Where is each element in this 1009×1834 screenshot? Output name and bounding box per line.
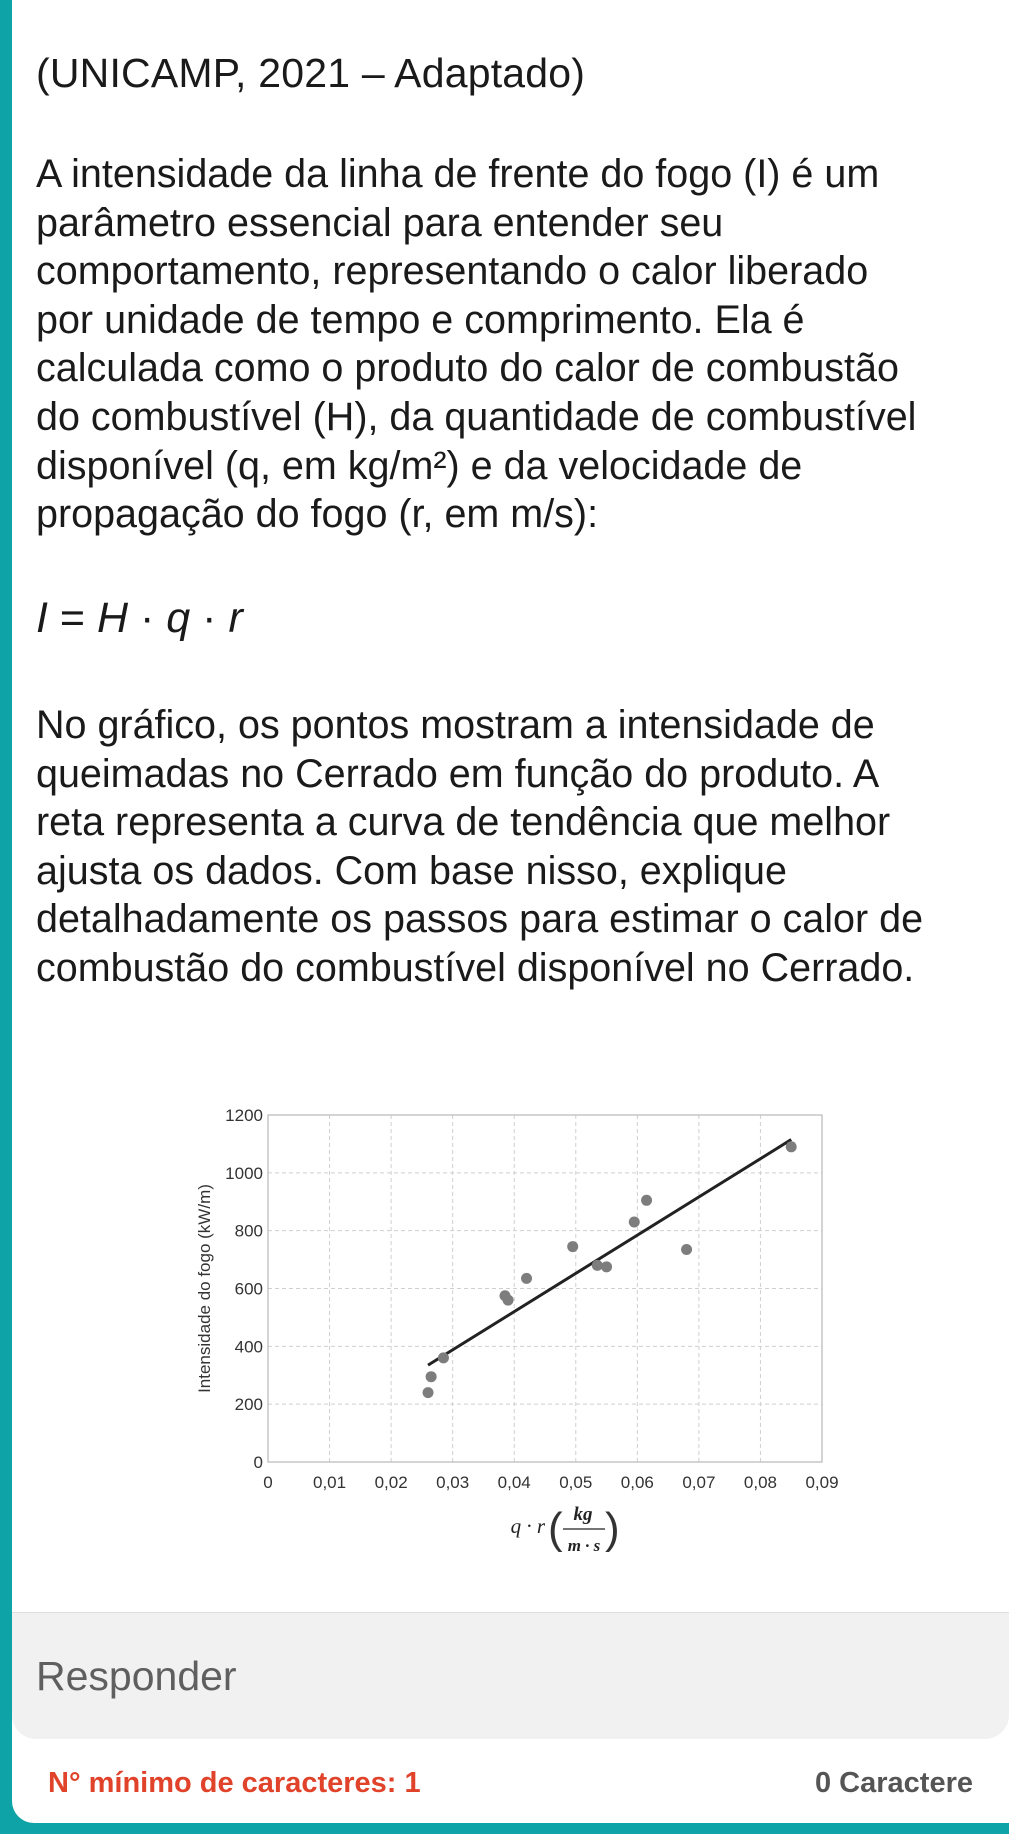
paragraph-line: propagação do fogo (r, em m/s): [36, 492, 599, 537]
x-tick-label: 0,07 [682, 1473, 716, 1492]
x-axis-label [511, 1504, 620, 1555]
formula-h: H [96, 594, 129, 642]
paragraph-line: do combustível (H), da quantidade de combustível [36, 394, 917, 439]
formula [36, 594, 243, 643]
paragraph-line: parâmetro essencial para entender seu [36, 200, 724, 245]
x-tick-labels [263, 1473, 838, 1492]
y-tick-label: 1200 [225, 1106, 263, 1125]
x-tick-label: 0,06 [620, 1473, 654, 1492]
y-axis-label: Intensidade do fogo (kW/m) [195, 1184, 214, 1393]
y-tick-label: 0 [253, 1453, 263, 1472]
data-point [438, 1352, 449, 1363]
formula-i: I [36, 594, 48, 642]
paragraph-line: combustão do combustível disponível no Cerrado. [36, 945, 915, 990]
paragraph-line: disponível (q, em kg/m²) e da velocidade de [36, 443, 803, 488]
data-point [681, 1244, 692, 1255]
data-point [521, 1273, 532, 1284]
x-tick-label: 0 [263, 1473, 273, 1492]
formula-dot: · [140, 594, 155, 642]
data-point [786, 1141, 797, 1152]
question-card [12, 0, 1009, 1823]
x-tick-label: 0,05 [559, 1473, 593, 1492]
y-tick-label: 400 [234, 1337, 263, 1357]
data-point [601, 1261, 612, 1272]
x-tick-label: 0,02 [374, 1473, 408, 1492]
paragraph-line: A intensidade da linha de frente do fogo (I) é um [36, 152, 880, 196]
y-tick-label: 1000 [225, 1163, 263, 1183]
x-tick-label: 0,04 [497, 1473, 531, 1492]
question-paragraph-2 [36, 701, 986, 993]
scatter-chart [12, 1085, 1009, 1565]
paragraph-line: por unidade de tempo e comprimento. Ela é [36, 297, 805, 342]
paragraph-line: queimadas no Cerrado em função do produto. A [36, 751, 880, 796]
formula-r: r [228, 594, 243, 642]
paragraph-line: calculada como o produto do calor de combustão [36, 346, 899, 391]
y-tick-labels [225, 1106, 263, 1472]
x-tick-label: 0,01 [313, 1473, 347, 1492]
y-tick-label: 600 [234, 1279, 263, 1299]
question-paragraph-1 [36, 150, 986, 539]
y-tick-label: 800 [234, 1221, 263, 1241]
formula-equals: = [59, 594, 86, 642]
paragraph-line: No gráfico, os pontos mostram a intensidade de [36, 703, 875, 747]
paragraph-line: detalhadamente os passos para estimar o calor de [36, 897, 924, 942]
x-axis-label-denominator: m · s [567, 1536, 601, 1555]
x-tick-label: 0,09 [805, 1473, 839, 1492]
data-point [592, 1260, 603, 1271]
formula-dot: · [202, 594, 217, 642]
answer-input[interactable] [12, 1612, 1009, 1739]
x-axis-label-prefix: q · r [510, 1514, 545, 1538]
paragraph-line: reta representa a curva de tendência que melhor [36, 800, 891, 845]
x-axis-label-paren: ) [605, 1504, 620, 1553]
x-axis-label-paren: ( [548, 1504, 563, 1553]
x-tick-label: 0,03 [436, 1473, 470, 1492]
data-points [423, 1141, 797, 1398]
paragraph-line: ajusta os dados. Com base nisso, explique [36, 848, 787, 893]
character-count: 0 Caractere [815, 1767, 973, 1799]
y-tick-label: 200 [234, 1395, 263, 1415]
data-point [426, 1371, 437, 1382]
x-tick-label: 0,08 [743, 1473, 777, 1492]
data-point [629, 1216, 640, 1227]
trend-line [428, 1140, 791, 1366]
min-characters-label: N° mínimo de caracteres: 1 [48, 1767, 421, 1799]
data-point [641, 1195, 652, 1206]
question-source: (UNICAMP, 2021 – Adaptado) [36, 50, 586, 96]
answer-placeholder: Responder [36, 1653, 237, 1699]
x-axis-label-numerator: kg [573, 1504, 593, 1525]
formula-q: q [166, 594, 191, 642]
data-point [567, 1241, 578, 1252]
data-point [423, 1387, 434, 1398]
paragraph-line: comportamento, representando o calor liberado [36, 249, 869, 294]
chart-grid [268, 1115, 822, 1462]
data-point [503, 1295, 514, 1306]
